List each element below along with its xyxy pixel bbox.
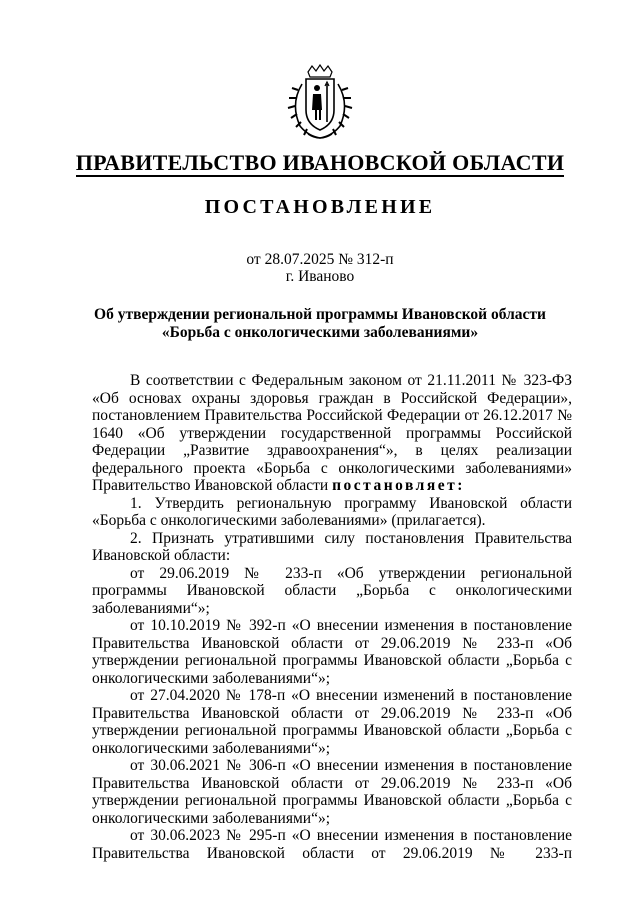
repealed-act-4: от 30.06.2021 № 306-п «О внесении изменения в постановление Правительства Ивановской области от 29.06.2019 № 233-п «Об утверждении региональной программы Ивановской области „Борьба с онкологическими заболеваниями“»; bbox=[92, 757, 572, 827]
resolves-keyword: постановляет: bbox=[332, 477, 465, 494]
item-2: 2. Признать утратившими силу постановления Правительства Ивановской области: bbox=[92, 529, 572, 564]
document-title bbox=[0, 306, 640, 342]
ivanovo-coat-of-arms-icon bbox=[286, 64, 354, 142]
repealed-act-3: от 27.04.2020 № 178-п «О внесении изменений в постановление Правительства Ивановской области от 29.06.2019 № 233-п «Об утверждении региональной программы Ивановской области „Борьба с онкологическими заболеваниями“»; bbox=[92, 687, 572, 757]
organization-name-text: ПРАВИТЕЛЬСТВО ИВАНОВСКОЙ ОБЛАСТИ bbox=[75, 150, 565, 175]
item-1: 1. Утвердить региональную программу Ивановской области «Борьба с онкологическими заболеваниями» (прилагается). bbox=[92, 494, 572, 529]
document-meta bbox=[0, 251, 640, 285]
intro-text: В соответствии с Федеральным законом от 21.11.2011 № 323-ФЗ «Об основах охраны здоровья граждан в Российской Федерации», постановлением Правительства Российской Федерации от 26.12.2017 № 1640 «Об утверждении государственной программы Российской Федерации „Развитие здравоохранения“», в целях реализации федерального проекта «Борьба с онкологическими заболеваниями» Правительство Ивановской области bbox=[92, 372, 572, 494]
document-type: ПОСТАНОВЛЕНИЕ bbox=[204, 196, 436, 218]
title-line-2: «Борьба с онкологическими заболеваниями» bbox=[161, 324, 479, 341]
repealed-act-5: от 30.06.2023 № 295-п «О внесении изменения в постановление Правительства Ивановской области от 29.06.2019 № 233-п bbox=[92, 827, 572, 862]
repealed-act-2: от 10.10.2019 № 392-п «О внесении изменения в постановление Правительства Ивановской области от 29.06.2019 № 233-п «Об утверждении региональной программы Ивановской области „Борьба с онкологическими заболеваниями“»; bbox=[92, 617, 572, 687]
repealed-act-1: от 29.06.2019 № 233-п «Об утверждении региональной программы Ивановской области „Борьба с онкологическими заболеваниями“»; bbox=[92, 564, 572, 617]
date-number: от 28.07.2025 № 312-п bbox=[246, 251, 394, 268]
document-body bbox=[92, 372, 572, 862]
organization-name bbox=[0, 150, 640, 176]
city: г. Иваново bbox=[285, 268, 355, 285]
intro-paragraph bbox=[92, 372, 572, 495]
title-line-1: Об утверждении региональной программы Ивановской области bbox=[94, 306, 546, 323]
